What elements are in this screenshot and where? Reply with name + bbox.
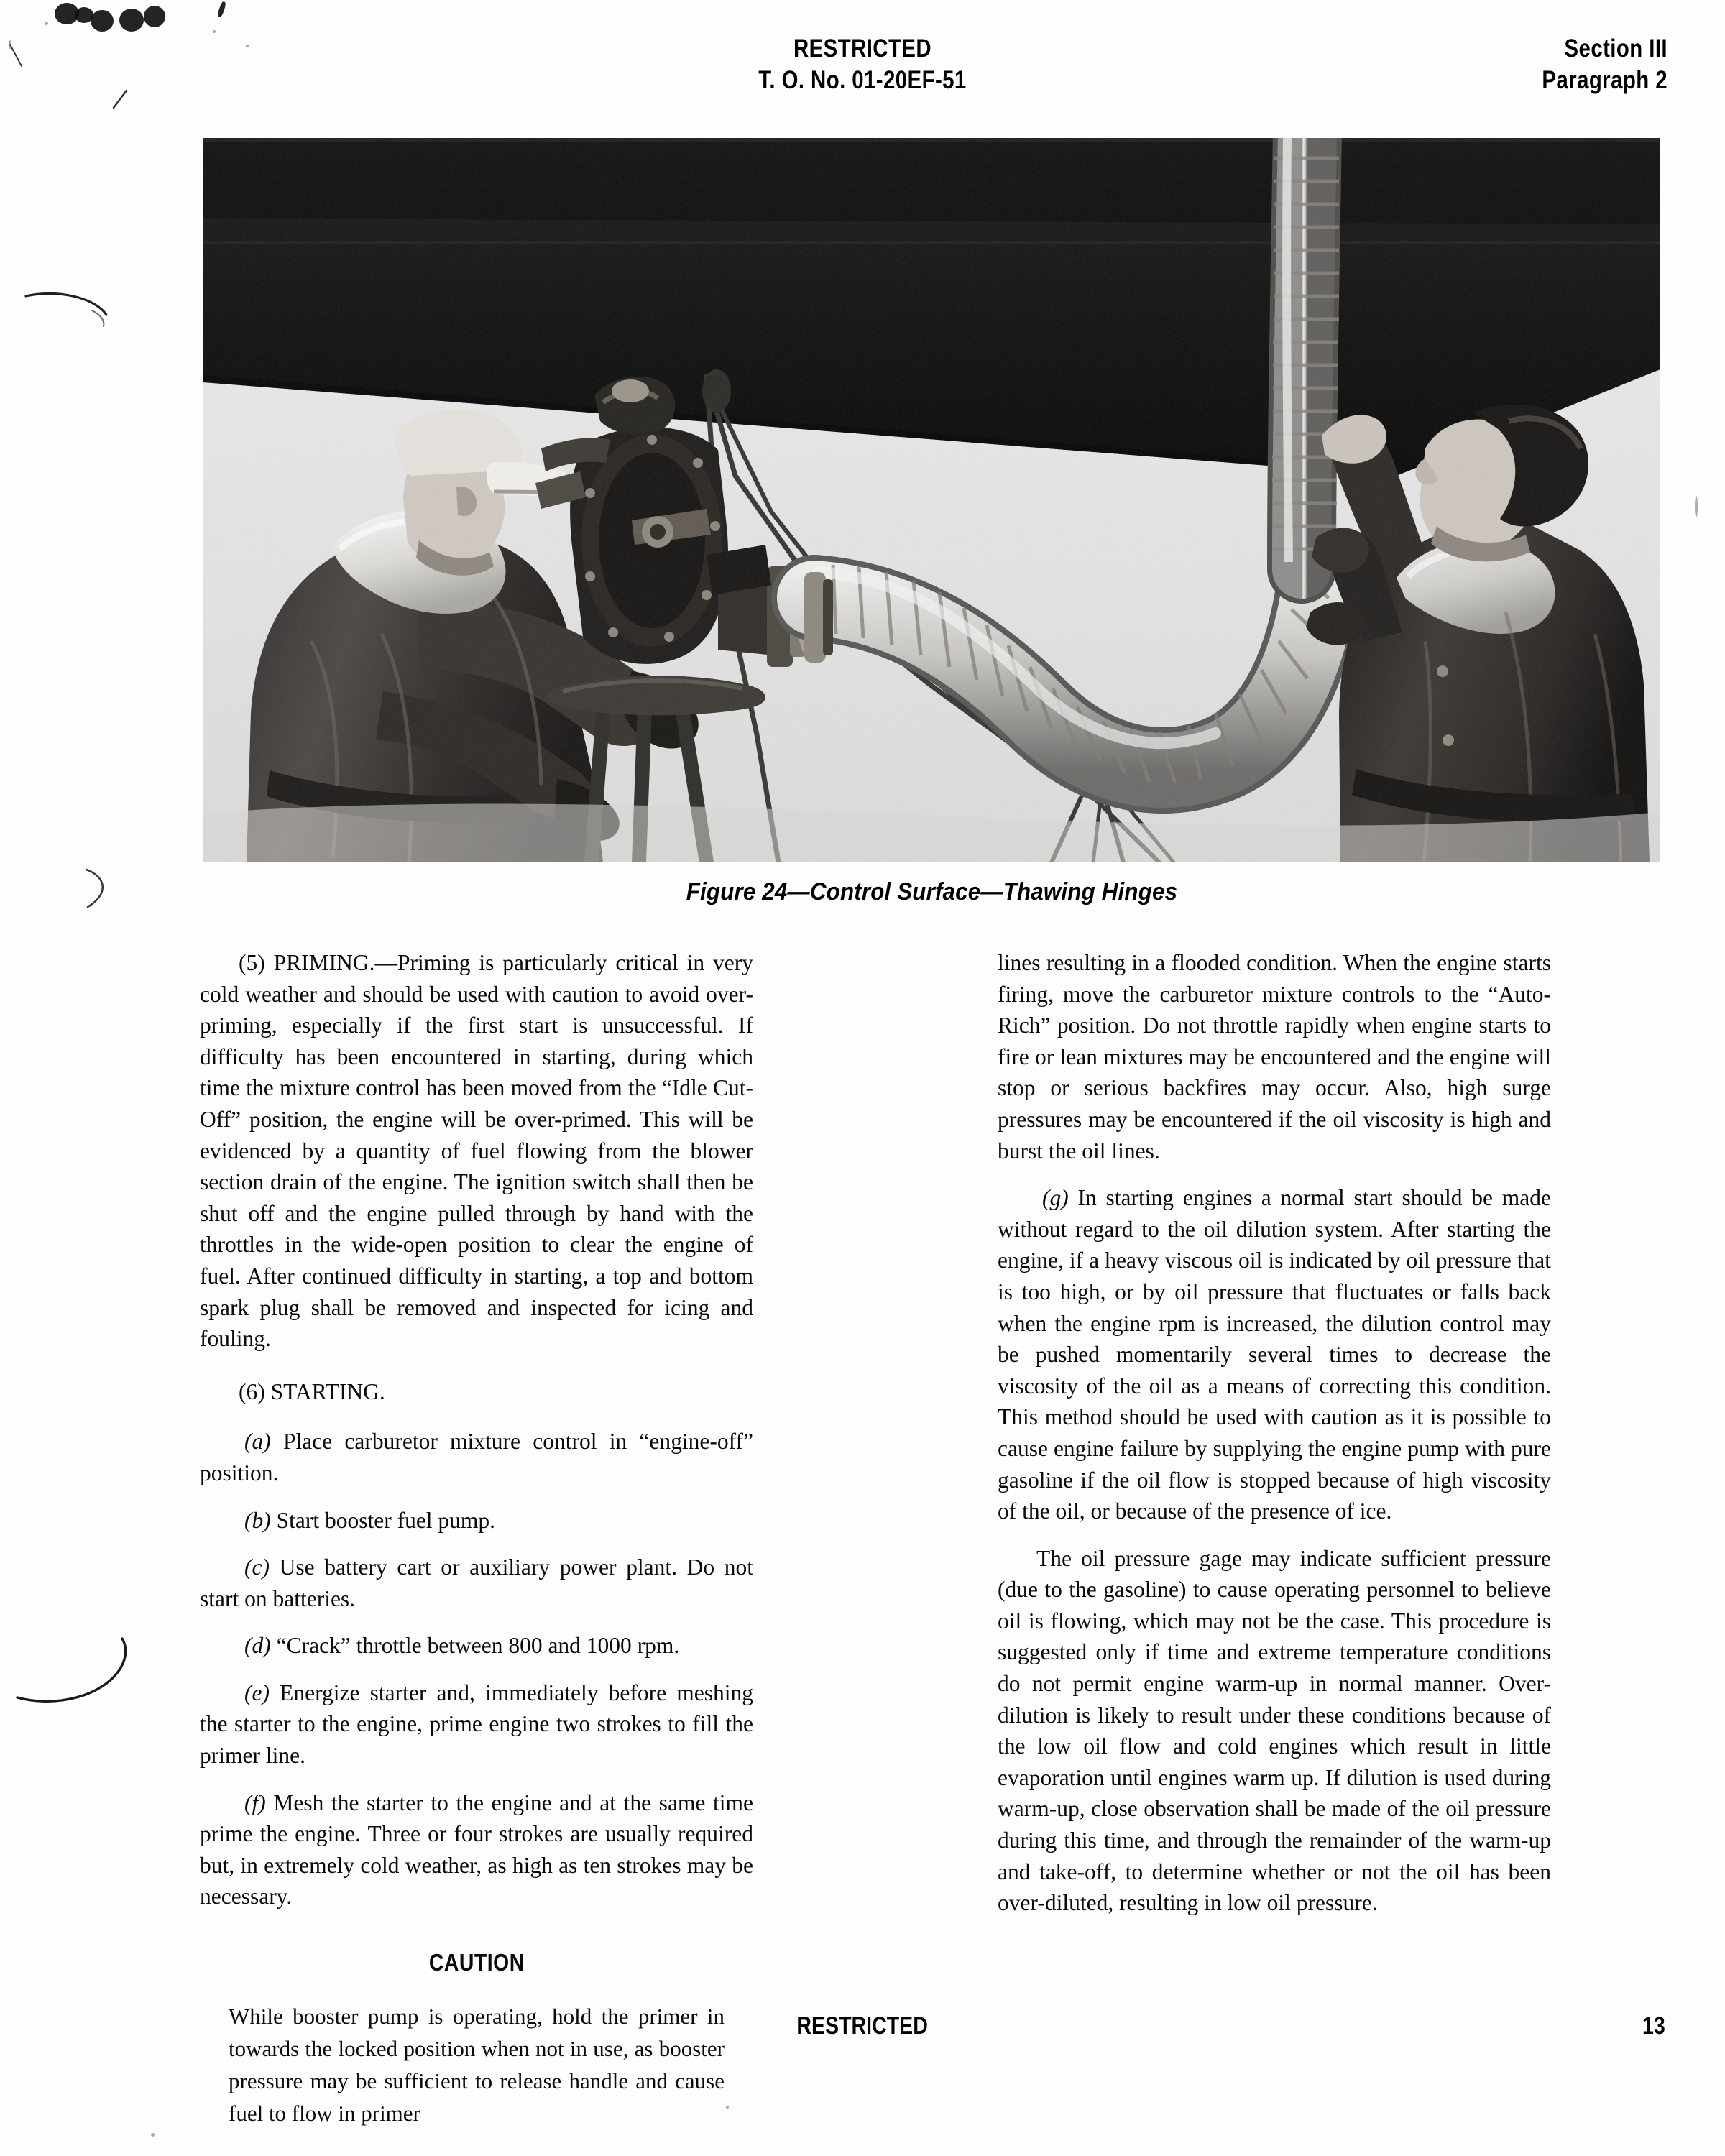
margin-pencil-mark-bottom	[7, 1631, 144, 1710]
figure-caption-text: Figure 24—Control Surface—Thawing Hinges	[686, 878, 1178, 906]
caution-heading: CAUTION	[428, 1949, 525, 1976]
step-d-text: “Crack” throttle between 800 and 1000 rpm.	[276, 1633, 680, 1659]
header-right-block	[1222, 33, 1668, 96]
step-g-marker: (g)	[1042, 1185, 1069, 1211]
figure-photograph	[203, 138, 1660, 862]
margin-pencil-mark-middle	[72, 862, 122, 920]
step-a-marker: (a)	[244, 1429, 271, 1455]
step-g-text: In starting engines a normal start should be made without regard to the oil dilution system. After starting the engine, if a heavy viscous oil is indicated by oil pressure that is too high, or by oil pressure that fluctuates or falls back when the engine rpm is increased, the dilution control may be pushed momentarily several times to decrease the viscosity of the oil as a means of correcting this condition. This method should be used with caution as it is possible to cause engine failure by supplying the engine pump with pure gasoline if the oil flow is stopped because of high viscosity of the oil, or because of the presence of ice.	[998, 1185, 1552, 1524]
left-column	[200, 947, 753, 2129]
step-f-marker: (f)	[244, 1789, 266, 1815]
caution-body: While booster pump is operating, hold the primer in towards the locked position when not in use, as booster pressure may be sufficient to release handle and cause fuel to flow in primer	[229, 2003, 724, 2126]
header-paragraph: Paragraph 2	[1542, 66, 1668, 94]
step-e-marker: (e)	[244, 1680, 270, 1705]
step-c-text: Use battery cart or auxiliary power plant. Do not start on batteries.	[200, 1554, 753, 1611]
header-document-number: T. O. No. 01-20EF-51	[758, 66, 967, 94]
figure-caption	[203, 878, 1660, 906]
step-c-marker: (c)	[244, 1554, 270, 1580]
step-d	[200, 1630, 753, 1662]
step-f-text: Mesh the starter to the engine and at the same time prime the engine. Three or four strokes are usually required but, in extremely cold weather, as high as ten strokes may be necessary.	[200, 1789, 754, 1909]
header-classification: RESTRICTED	[793, 34, 932, 63]
page-footer	[0, 2012, 1725, 2063]
paragraph-priming	[200, 947, 753, 1355]
footer-classification: RESTRICTED	[796, 2012, 929, 2040]
paragraph-continuation: lines resulting in a flooded condition. When the engine starts firing, move the carburetor mixture controls to the “Auto-Rich” position. Do not throttle rapidly when engine starts to fire or lean mixtures may be encountered and the engine will stop or serious backfires may occur. Also, high surge pressures may be encountered if the oil viscosity is high and burst the oil lines.	[998, 950, 1551, 1164]
paragraph-closing: The oil pressure gage may indicate sufficient pressure (due to the gasoline) to cause operating personnel to believe oil is flowing, which may not be the case. This procedure is suggested only if time and extreme temperature conditions do not permit engine warm-up in normal manner. Over-dilution is likely to result under these conditions because of the low oil flow and cold engines which result in little evaporation until engines warm up. If dilution is used during warm-up, close observation shall be made of the oil pressure during this time, and through the remainder of the warm-up and take-off, to determine whether or not the oil has been over-diluted, resulting in low oil pressure.	[998, 1545, 1551, 1916]
priming-label: (5) PRIMING.—	[239, 950, 397, 975]
step-d-marker: (d)	[244, 1633, 271, 1659]
step-g	[998, 1182, 1551, 1527]
page-number: 13	[1642, 2012, 1665, 2040]
priming-text: Priming is particularly critical in very cold weather and should be used with caution to avoid over-priming, especially if the first start is unsuccessful. If difficulty has been encountered in starting, during which time the mixture control has been moved from the “Idle Cut-Off” position, the engine will be over-primed. This will be evidenced by a quantity of fuel flowing from the blower section drain of the engine. The ignition switch shall then be shut off and the engine pulled through by hand with the throttles in the wide-open position to clear the engine of fuel. After continued difficulty in starting, a top and bottom spark plug shall be removed and inspected for icing and fouling.	[200, 950, 753, 1352]
right-column	[998, 947, 1551, 1919]
margin-pencil-mark-top	[0, 286, 122, 344]
step-b-marker: (b)	[244, 1507, 271, 1533]
step-e-text: Energize starter and, immediately before meshing the starter to the engine, prime engine two strokes to fill the primer line.	[200, 1680, 754, 1769]
footer-right-block	[1366, 2012, 1668, 2040]
step-b-text: Start booster fuel pump.	[276, 1507, 496, 1533]
footer-center-block	[589, 2012, 1136, 2040]
step-a-text: Place carburetor mixture control in “engine-off” position.	[200, 1429, 753, 1485]
step-a	[200, 1426, 753, 1488]
page-header	[0, 33, 1725, 119]
header-center-block	[589, 33, 1136, 96]
step-f	[200, 1787, 753, 1912]
step-c	[200, 1552, 753, 1614]
step-e	[200, 1677, 753, 1772]
heading-starting: (6) STARTING.	[239, 1378, 385, 1404]
step-b	[200, 1505, 753, 1537]
header-section: Section III	[1564, 34, 1668, 63]
